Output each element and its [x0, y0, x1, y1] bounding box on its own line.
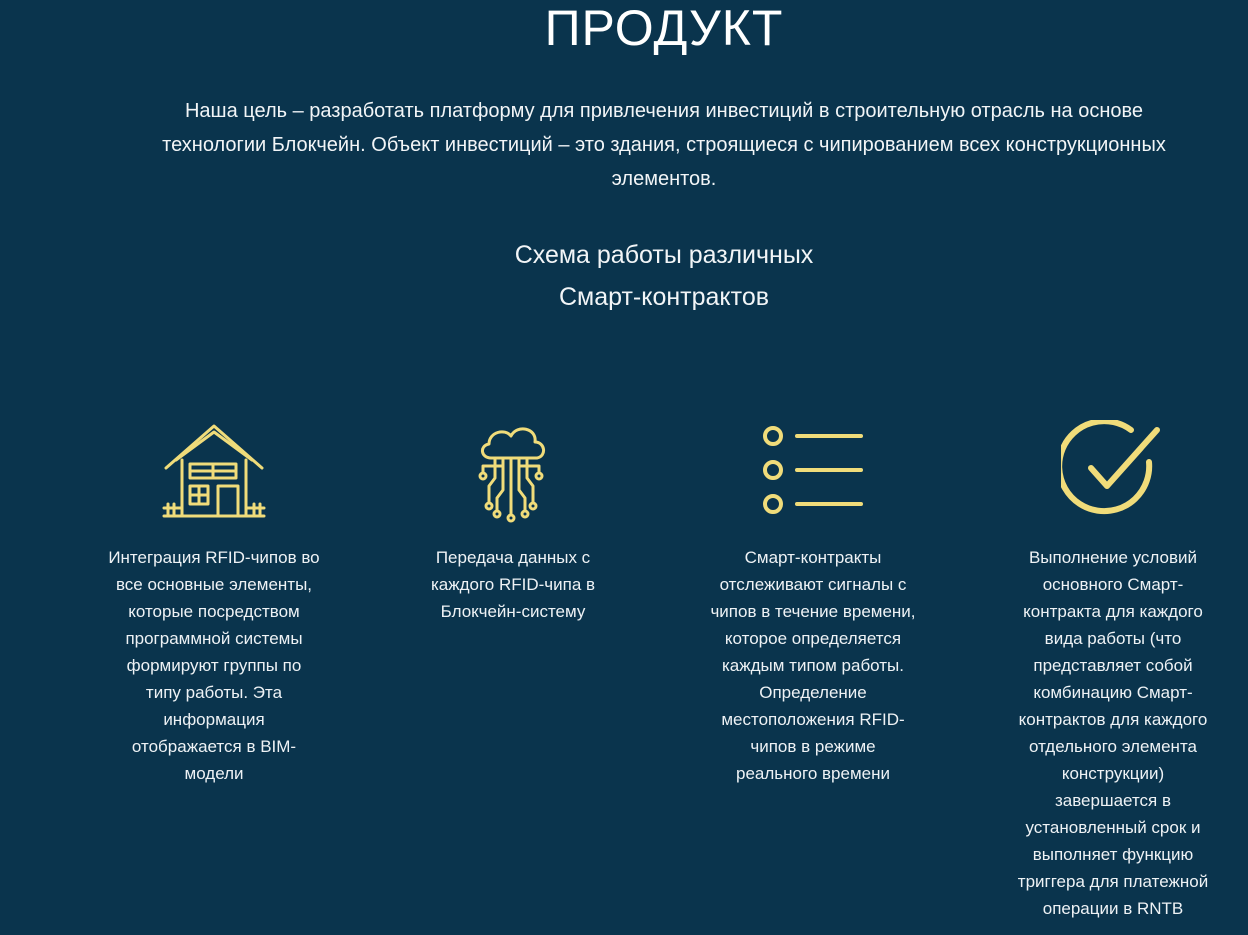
- feature-line: типу работы. Эта: [145, 683, 283, 702]
- feature-line: каждым типом работы.: [722, 656, 904, 675]
- intro-line: элементов.: [611, 168, 717, 190]
- section-subtitle: [0, 234, 1248, 318]
- house-icon: [84, 420, 344, 524]
- feature-line: триггера для платежной: [1017, 872, 1209, 891]
- feature-line: Передача данных с: [435, 548, 591, 567]
- feature-line: операции в RNTB: [1042, 899, 1184, 918]
- feature-line: комбинацию Смарт-: [1033, 683, 1193, 702]
- feature-line: Определение: [759, 683, 867, 702]
- check-circle-icon: [983, 420, 1243, 524]
- intro-line: технологии Блокчейн. Объект инвестиций – это здания, строящиеся с чипированием всех конструкционных: [162, 134, 1166, 156]
- feature-line: завершается в: [1054, 791, 1172, 810]
- intro-line: Наша цель – разработать платформу для привлечения инвестиций в строительную отрасль на основе: [184, 100, 1144, 122]
- feature-line: отслеживают сигналы с: [719, 575, 907, 594]
- subtitle-line: Смарт-контрактов: [558, 283, 770, 311]
- feature-line: Смарт-контракты: [744, 548, 882, 567]
- feature-line: все основные элементы,: [115, 575, 313, 594]
- feature-description: [983, 544, 1243, 922]
- feature-line: контрактов для каждого: [1018, 710, 1208, 729]
- feature-line: модели: [184, 764, 244, 783]
- page-title: ПРОДУКТ: [544, 0, 784, 56]
- feature-line: конструкции): [1061, 764, 1165, 783]
- feature-line: программной системы: [125, 629, 303, 648]
- feature-description: [84, 544, 344, 787]
- feature-line: представляет собой: [1033, 656, 1193, 675]
- feature-rfid-integration: [84, 420, 344, 787]
- feature-line: выполняет функцию: [1032, 845, 1194, 864]
- feature-data-transfer: [383, 420, 643, 625]
- feature-line: чипов в течение времени,: [710, 602, 916, 621]
- feature-line: установленный срок и: [1025, 818, 1201, 837]
- feature-line: каждого RFID-чипа в: [430, 575, 596, 594]
- feature-line: которые посредством: [128, 602, 300, 621]
- feature-line: отображается в BIM-: [131, 737, 297, 756]
- feature-description: [683, 544, 943, 787]
- feature-line: вида работы (что: [1044, 629, 1182, 648]
- subtitle-line: Схема работы различных: [514, 241, 814, 269]
- feature-line: информация: [163, 710, 265, 729]
- feature-smart-contracts-tracking: [683, 420, 943, 787]
- feature-line: местоположения RFID-: [721, 710, 905, 729]
- intro-paragraph: [100, 94, 1228, 196]
- feature-line: Интеграция RFID-чипов во: [108, 548, 320, 567]
- feature-line: основного Смарт-: [1042, 575, 1184, 594]
- feature-line: отдельного элемента: [1029, 737, 1197, 756]
- feature-line: Блокчейн-систему: [440, 602, 586, 621]
- cloud-circuit-icon: [383, 420, 643, 524]
- list-icon: [683, 420, 943, 524]
- feature-line: контракта для каждого: [1023, 602, 1203, 621]
- feature-contract-execution: [983, 420, 1243, 922]
- feature-line: Выполнение условий: [1028, 548, 1198, 567]
- feature-line: реального времени: [736, 764, 890, 783]
- feature-line: формируют группы по: [126, 656, 302, 675]
- feature-line: которое определяется: [724, 629, 902, 648]
- feature-line: чипов в режиме: [750, 737, 876, 756]
- feature-description: [383, 544, 643, 625]
